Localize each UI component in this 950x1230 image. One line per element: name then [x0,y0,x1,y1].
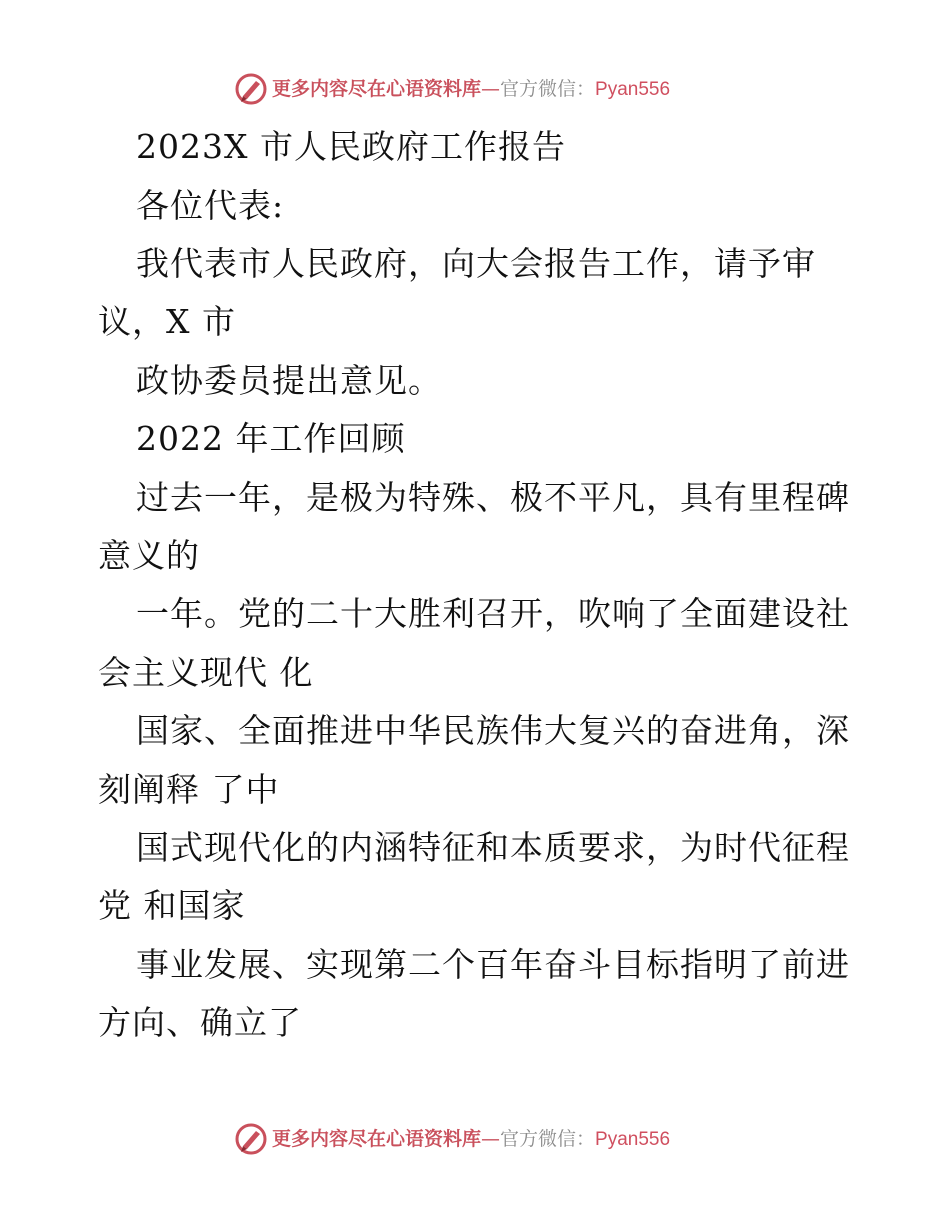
watermark-wechat-id: Pyan556 [595,1129,671,1150]
paragraph-line: 会主义现代 化 [98,653,314,692]
pen-seal-icon [234,1122,268,1156]
paragraph-line: 一年。党的二十大胜利召开，吹响了全面建设社 [136,594,850,633]
paragraph-line: 议，X 市 [98,302,236,341]
document-title: 2023X 市人民政府工作报告 [136,127,566,166]
paragraph-line: 国式现代化的内涵特征和本质要求，为时代征程 [136,828,850,867]
footer-watermark [0,1120,950,1160]
watermark-wechat-id: Pyan556 [595,79,671,100]
watermark-main-text: 更多内容尽在心语资料库 [272,1128,482,1150]
pen-seal-icon [234,72,268,106]
paragraph-line: 我代表市人民政府，向大会报告工作，请予审 [136,244,816,283]
paragraph-line: 政协委员提出意见。 [136,361,442,400]
watermark-sub-text: 官方微信： [500,1128,596,1150]
watermark-text [272,1127,670,1152]
paragraph-line: 国家、全面推进中华民族伟大复兴的奋进角，深 [136,711,850,750]
paragraph-line: 过去一年，是极为特殊、极不平凡，具有里程碑 [136,478,850,517]
section-heading: 2022 年工作回顾 [136,419,406,458]
paragraph-line: 意义的 [98,536,200,575]
paragraph-line: 方向、确立了 [98,1003,302,1042]
paragraph-line: 刻阐释 了中 [98,770,280,809]
salutation: 各位代表: [136,186,285,225]
watermark-sub-text: 官方微信： [500,78,596,100]
watermark-dash: — [481,1128,501,1150]
header-watermark [0,70,950,110]
paragraph-line: 事业发展、实现第二个百年奋斗目标指明了前进 [136,945,850,984]
watermark-main-text: 更多内容尽在心语资料库 [272,78,482,100]
watermark-text [272,77,670,102]
paragraph-line: 党 和国家 [98,886,246,925]
watermark-dash: — [481,78,501,100]
